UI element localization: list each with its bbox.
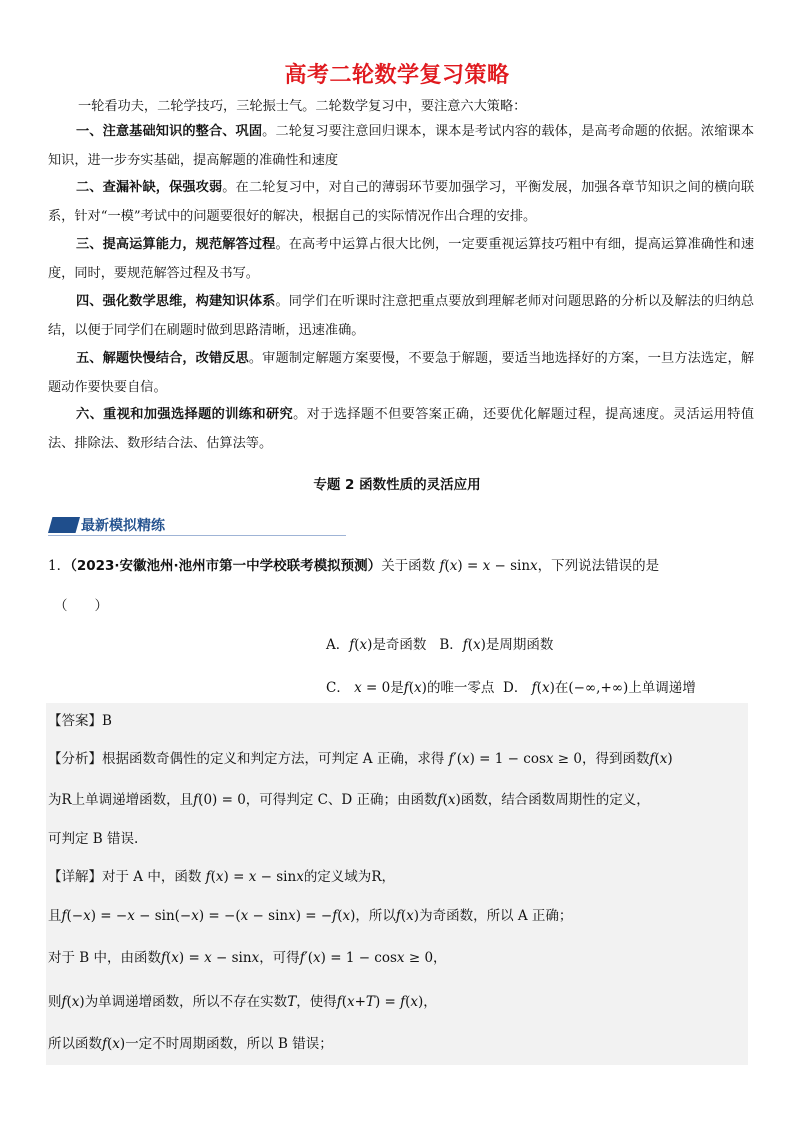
options-row-1: A．f(x)是奇函数 B．f(x)是周期函数 [326,637,554,653]
detail-tag: 【详解】 [48,869,102,885]
detail-text-11: 为单调递增函数，所以不存在实数 [84,994,288,1010]
detail-text-14: 所以函数 [48,1036,102,1052]
detail-text-4: 且 [48,908,62,924]
option-a-label: A． [326,637,350,653]
option-c-is: 是 [390,680,404,696]
strategy-3-body: 。在高考中运算占很大比例，一定要重视运算技巧粗中有细，提高运算准确性和速度，同时，要规范解答过程及书写。 [48,237,755,281]
detail-text-6: 为奇函数，所以 A 正确； [419,908,573,924]
detail-text-13: ， [423,994,437,1010]
option-b-label: B． [439,637,463,653]
strategy-5-body: 。审题制定解题方案要慢，不要急于解题，要适当地选择好的方案，一旦方法选定，解题动作要快要自信。 [48,351,755,395]
strategy-4-head: 四、强化数学思维，构建知识体系 [76,294,276,309]
strategy-6-body: 。对于选择题不但要答案正确，还要优化解题过程，提高速度。灵活运用特值法、排除法、数形结合法、估算法等。 [48,407,755,451]
strategy-5-head: 五、解题快慢结合，改错反思 [76,351,249,366]
strategy-5 [48,344,754,402]
analysis-text-1: 根据函数奇偶性的定义和判定方法，可判定 A 正确，求得 [102,751,445,767]
detail-text-7: 对于 B 中，由函数 [48,950,162,966]
detail-text-15: 一定不时周期函数，所以 B 错误； [125,1036,333,1052]
option-d-in: 在 [554,680,569,696]
topic-title: 专题 2 函数性质的灵活应用 [313,477,481,493]
detail-text-2: 的定义域为 [303,869,372,885]
detail-text-5: ，所以 [355,908,396,924]
strategy-6 [48,400,754,458]
question-stem-post: ，下列说法错误的是 [537,558,660,574]
question-number: 1． [48,558,71,574]
question-stem-pre: 关于函数 [381,558,436,574]
analysis-text-3: 为 [48,792,62,808]
detail-text-1: 对于 A 中，函数 [102,869,202,885]
intro-text: 一轮看功夫，二轮学技巧，三轮振士气。二轮数学复习中，要注意六大策略： [78,99,527,114]
option-d-text: 上单调递增 [628,680,696,696]
page-title: 高考二轮数学复习策略 [284,63,510,88]
strategy-2-body: 。在二轮复习中，对自己的薄弱环节要加强学习，平衡发展，加强各章节知识之间的横向联系，针对“一模”考试中的问题要很好的解决，根据自己的实际情况作出合理的安排。 [48,180,755,224]
option-d-label: D． [503,680,528,696]
strategy-2 [48,173,754,231]
analysis-tag: 【分析】 [48,751,102,767]
option-c-label: C． [326,680,350,696]
analysis-text-4: 上单调递增函数，且 [71,792,194,808]
answer-paren: （ ） [54,598,108,614]
detail-line-2: 且f(−x) = −x − sin(−x) = −(x − sinx) = −f(x)，所以f(x)为奇函数，所以 A 正确； [48,908,573,924]
section-banner [48,513,348,539]
analysis-text-6: 函数，结合函数周期性的定义， [460,792,650,808]
strategy-3 [48,230,754,288]
detail-line-5: 所以函数f(x)一定不时周期函数，所以 B 错误； [48,1036,333,1052]
option-a-text: 是奇函数 [372,637,427,653]
strategy-2-head: 二、查漏补缺，保强攻弱 [76,180,223,195]
strategy-1 [48,117,754,175]
strategy-6-head: 六、重视和加强选择题的训练和研究 [76,407,294,422]
detail-line-1: 【详解】对于 A 中，函数 f(x) = x − sinx的定义域为R， [48,869,395,885]
options-row-2: C． x = 0是f(x)的唯一零点 D． f(x)在(−∞,+∞)上单调递增 [326,680,696,696]
analysis-line-1: 【分析】根据函数奇偶性的定义和判定方法，可判定 A 正确，求得 f′(x) = 1 − cosx ≥ 0，得到函数f(x) [48,751,673,767]
option-c-text: 的唯一零点 [426,680,495,696]
analysis-line-3: 可判定 B 错误. [48,831,139,847]
option-b-text: 是周期函数 [485,637,554,653]
banner-rule [48,535,346,536]
strategy-4 [48,287,754,345]
analysis-text-5: ，可得判定 C、D 正确；由函数 [245,792,438,808]
section-label: 最新模拟精练 [81,518,165,534]
strategy-1-head: 一、注意基础知识的整合、巩固 [76,124,263,139]
detail-text-8: ，可得 [259,950,300,966]
detail-text-10: 则 [48,994,62,1010]
strategy-4-body: 。同学们在听课时注意把重点要放到理解老师对问题思路的分析以及解法的归纳总结，以便于同学们在刷题时做到思路清晰，迅速准确。 [48,294,755,338]
detail-text-12: ，使得 [296,994,337,1010]
strategy-3-head: 三、提高运算能力，规范解答过程 [76,237,276,252]
answer-line: 【答案】B [48,713,112,729]
detail-line-3: 对于 B 中，由函数f(x) = x − sinx，可得f′(x) = 1 − cosx ≥ 0， [48,950,447,966]
question-source: （2023·安徽池州·池州市第一中学校联考模拟预测） [70,558,382,574]
strategy-1-body: 。二轮复习要注意回归课本，课本是考试内容的载体，是高考命题的依据。浓缩课本知识，进一步夯实基础，提高解题的准确性和速度 [48,124,755,168]
banner-bar-icon [48,517,80,533]
question-formula: f(x) = x − sinx [439,558,538,574]
detail-line-4: 则f(x)为单调递增函数，所以不存在实数T，使得f(x+T) = f(x)， [48,994,437,1010]
analysis-line-2: 为R上单调递增函数，且f(0) = 0，可得判定 C、D 正确；由函数f(x)函数，结合函数周期性的定义， [48,792,650,808]
detail-text-9: ， [433,950,447,966]
analysis-text-2: ，得到函数 [581,751,650,767]
question-1 [48,555,754,577]
detail-text-3: ， [381,869,395,885]
